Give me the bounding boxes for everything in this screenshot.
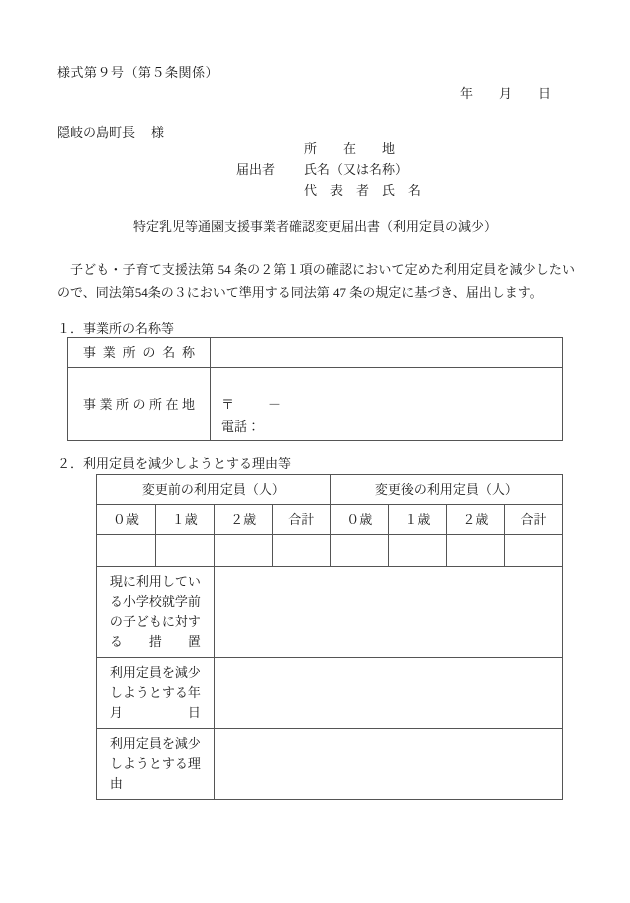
reduction-date-field[interactable] bbox=[214, 658, 562, 729]
table-row bbox=[97, 658, 563, 729]
capacity-field-after-2[interactable] bbox=[446, 535, 504, 567]
group-header-before: 変更前の利用定員（人） bbox=[97, 475, 331, 505]
date-day: 日 bbox=[538, 86, 552, 101]
age-header-after-1: １歳 bbox=[388, 505, 446, 535]
addressee-honorific: 様 bbox=[151, 125, 165, 140]
body-paragraph: 子ども・子育て支援法第 54 条の２第１項の確認において定めた利用定員を減少したいので、同法第54条の３において準用する同法第 47 条の規定に基づき、届出します。 bbox=[57, 262, 575, 300]
table-row bbox=[97, 567, 563, 658]
submitter-label: 届出者 bbox=[236, 162, 276, 177]
facility-name-label: 事業所の名称 bbox=[68, 338, 211, 368]
capacity-field-after-1[interactable] bbox=[388, 535, 446, 567]
age-header-after-total: 合計 bbox=[504, 505, 562, 535]
table-row-age-headers bbox=[97, 505, 563, 535]
table-row-capacity-values bbox=[97, 535, 563, 567]
age-header-before-1: １歳 bbox=[155, 505, 214, 535]
date-line bbox=[460, 83, 551, 102]
capacity-field-before-2[interactable] bbox=[214, 535, 272, 567]
table-row bbox=[97, 729, 563, 800]
table-row-group-headers bbox=[97, 475, 563, 505]
page-title: 特定乳児等通園支援事業者確認変更届出書（利用定員の減少） bbox=[132, 219, 497, 234]
capacity-field-before-total[interactable] bbox=[272, 535, 330, 567]
capacity-change-table bbox=[96, 474, 563, 800]
table-row bbox=[68, 338, 563, 368]
age-header-before-0: ０歳 bbox=[97, 505, 156, 535]
group-header-after: 変更後の利用定員（人） bbox=[330, 475, 562, 505]
capacity-field-after-0[interactable] bbox=[330, 535, 388, 567]
age-header-after-2: ２歳 bbox=[446, 505, 504, 535]
submitter-representative-label: 代 表 者 氏 名 bbox=[304, 183, 422, 198]
date-month: 月 bbox=[499, 86, 513, 101]
zip-symbol: 〒 bbox=[221, 396, 235, 412]
capacity-field-after-total[interactable] bbox=[504, 535, 562, 567]
facility-info-table bbox=[67, 337, 563, 441]
facility-address-field[interactable] bbox=[211, 368, 563, 441]
submitter-name-label: 氏名（又は名称） bbox=[304, 162, 409, 177]
tel-label: 電話： bbox=[221, 419, 261, 434]
reduction-reason-label: 利用定員を減少しようとする理由 bbox=[97, 729, 215, 800]
form-number: 様式第９号（第５条関係） bbox=[57, 65, 220, 80]
table-row bbox=[68, 368, 563, 441]
submitter-location-label: 所 在 地 bbox=[304, 141, 396, 156]
date-year: 年 bbox=[460, 86, 474, 101]
age-header-before-2: ２歳 bbox=[214, 505, 272, 535]
facility-address-label: 事業所の所在地 bbox=[68, 368, 211, 441]
submitter-row-representative bbox=[236, 180, 421, 201]
reduction-reason-field[interactable] bbox=[214, 729, 562, 800]
measures-field[interactable] bbox=[214, 567, 562, 658]
facility-name-field[interactable] bbox=[211, 338, 563, 368]
submitter-row-name bbox=[236, 159, 421, 180]
section2-heading: ２．利用定員を減少しようとする理由等 bbox=[57, 456, 292, 471]
capacity-field-before-1[interactable] bbox=[155, 535, 214, 567]
reduction-date-label: 利用定員を減少しようとする年月日 bbox=[97, 658, 215, 729]
addressee bbox=[57, 122, 164, 141]
submitter-block bbox=[236, 138, 421, 201]
zip-line bbox=[219, 395, 554, 414]
zip-dash: － bbox=[268, 396, 282, 412]
age-header-after-0: ０歳 bbox=[330, 505, 388, 535]
addressee-name: 隠岐の島町長 bbox=[57, 125, 136, 140]
age-header-before-total: 合計 bbox=[272, 505, 330, 535]
section1-heading: １．事業所の名称等 bbox=[57, 321, 175, 336]
capacity-field-before-0[interactable] bbox=[97, 535, 156, 567]
submitter-row-location bbox=[236, 138, 421, 159]
measures-label: 現に利用している小学校就学前の子どもに対する措置 bbox=[97, 567, 215, 658]
